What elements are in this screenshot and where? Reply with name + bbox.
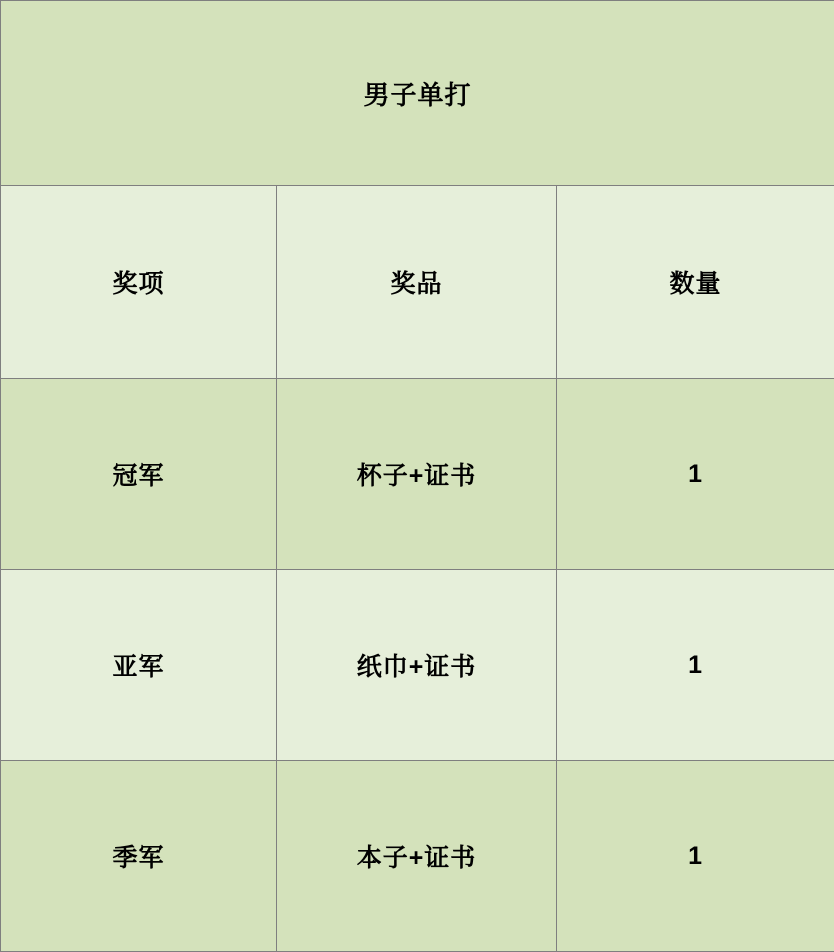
table-title-row [1,1,834,186]
column-header-prize: 奖品 [277,186,557,379]
cell-prize: 纸巾+证书 [277,570,557,761]
table-row [1,379,834,570]
cell-quantity: 1 [557,379,834,570]
cell-award: 亚军 [1,570,277,761]
cell-quantity: 1 [557,761,834,952]
table-row [1,761,834,952]
column-header-award: 奖项 [1,186,277,379]
cell-prize: 本子+证书 [277,761,557,952]
cell-award: 季军 [1,761,277,952]
cell-quantity: 1 [557,570,834,761]
column-header-quantity: 数量 [557,186,834,379]
table-row [1,570,834,761]
cell-prize: 杯子+证书 [277,379,557,570]
table-header-row [1,186,834,379]
page-title: 男子单打 [1,1,834,186]
cell-award: 冠军 [1,379,277,570]
